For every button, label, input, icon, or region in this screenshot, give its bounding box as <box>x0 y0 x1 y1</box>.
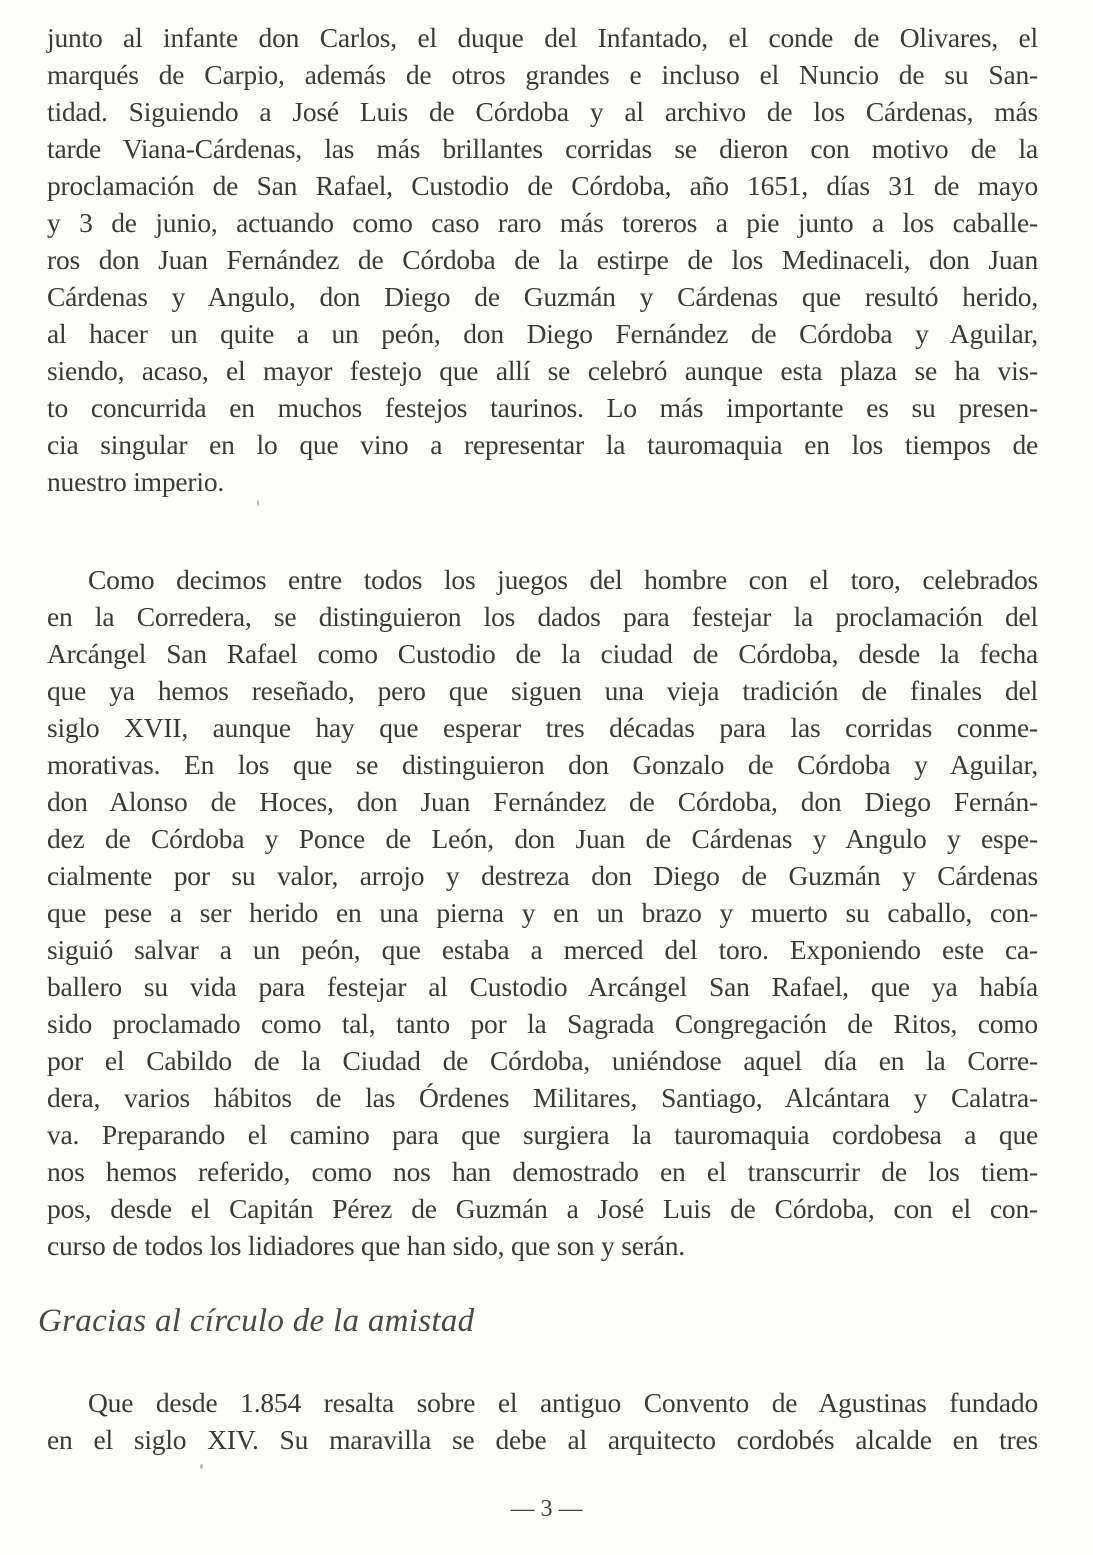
text-line: Como decimos entre todos los juegos del hombre con el toro, celebrados <box>88 564 1038 595</box>
text-line: dez de Córdoba y Ponce de León, don Juan de Cárdenas y Angulo y espe- <box>47 823 1038 854</box>
text-line: nos hemos referido, como nos han demostrado en el transcurrir de los tiem- <box>47 1156 1038 1187</box>
text-line: siglo XVII, aunque hay que esperar tres décadas para las corridas conme- <box>47 712 1038 743</box>
text-line: por el Cabildo de la Ciudad de Córdoba, uniéndose aquel día en la Corre- <box>47 1045 1038 1076</box>
text-line: dera, varios hábitos de las Órdenes Militares, Santiago, Alcántara y Calatra- <box>47 1082 1038 1113</box>
text-line: y 3 de junio, actuando como caso raro más toreros a pie junto a los caballe- <box>47 207 1038 238</box>
text-line: tidad. Siguiendo a José Luis de Córdoba y al archivo de los Cárdenas, más <box>47 96 1038 127</box>
text-line: marqués de Carpio, además de otros grandes e incluso el Nuncio de su San- <box>47 59 1038 90</box>
page-number: — 3 — <box>510 1496 583 1522</box>
text-line: Arcángel San Rafael como Custodio de la ciudad de Córdoba, desde la fecha <box>47 638 1038 669</box>
scan-speck <box>200 1464 203 1469</box>
text-line: ballero su vida para festejar al Custodio Arcángel San Rafael, que ya había <box>47 971 1038 1002</box>
text-line: en el siglo XIV. Su maravilla se debe al arquitecto cordobés alcalde en tres <box>47 1424 1038 1455</box>
text-line: que ya hemos reseñado, pero que siguen una vieja tradición de finales del <box>47 675 1038 706</box>
scan-speck <box>257 500 259 506</box>
text-line: Que desde 1.854 resalta sobre el antiguo Convento de Agustinas fundado <box>88 1387 1038 1418</box>
text-line: proclamación de San Rafael, Custodio de Córdoba, año 1651, días 31 de mayo <box>47 170 1038 201</box>
text-line: cia singular en lo que vino a representar la tauromaquia en los tiempos de <box>47 429 1038 460</box>
text-line: que pese a ser herido en una pierna y en un brazo y muerto su caballo, con- <box>47 897 1038 928</box>
text-line: sido proclamado como tal, tanto por la Sagrada Congregación de Ritos, como <box>47 1008 1038 1039</box>
text-line: pos, desde el Capitán Pérez de Guzmán a José Luis de Córdoba, con el con- <box>47 1193 1038 1224</box>
section-heading: Gracias al círculo de la amistad <box>38 1303 475 1339</box>
text-line: ros don Juan Fernández de Córdoba de la estirpe de los Medinaceli, don Juan <box>47 244 1038 275</box>
text-line: al hacer un quite a un peón, don Diego Fernández de Córdoba y Aguilar, <box>47 318 1038 349</box>
text-line: en la Corredera, se distinguieron los dados para festejar la proclamación del <box>47 601 1038 632</box>
text-line: curso de todos los lidiadores que han sido, que son y serán. <box>47 1230 685 1261</box>
text-line: morativas. En los que se distinguieron don Gonzalo de Córdoba y Aguilar, <box>47 749 1038 780</box>
text-line: don Alonso de Hoces, don Juan Fernández de Córdoba, don Diego Fernán- <box>47 786 1038 817</box>
text-line: tarde Viana-Cárdenas, las más brillantes corridas se dieron con motivo de la <box>47 133 1038 164</box>
text-line: siendo, acaso, el mayor festejo que allí se celebró aunque esta plaza se ha vis- <box>47 355 1038 386</box>
text-line: siguió salvar a un peón, que estaba a merced del toro. Exponiendo este ca- <box>47 934 1038 965</box>
text-line: to concurrida en muchos festejos taurinos. Lo más importante es su presen- <box>47 392 1038 423</box>
text-line: nuestro imperio. <box>47 466 225 497</box>
text-line: junto al infante don Carlos, el duque del Infantado, el conde de Olivares, el <box>47 22 1038 53</box>
text-line: cialmente por su valor, arrojo y destreza don Diego de Guzmán y Cárdenas <box>47 860 1038 891</box>
text-line: Cárdenas y Angulo, don Diego de Guzmán y Cárdenas que resultó herido, <box>47 281 1038 312</box>
text-line: va. Preparando el camino para que surgiera la tauromaquia cordobesa a que <box>47 1119 1038 1150</box>
